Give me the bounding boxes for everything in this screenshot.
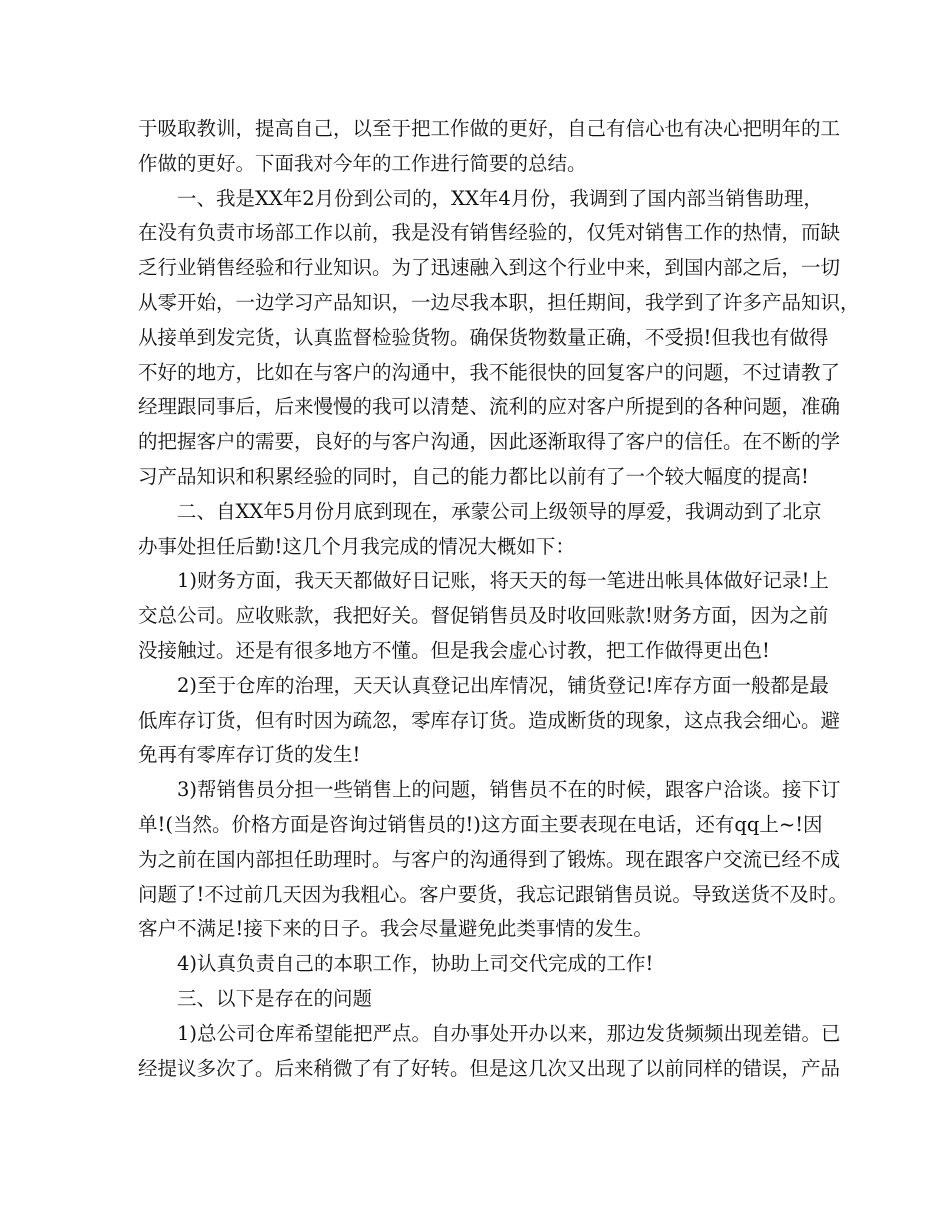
text-line: 问题了!不过前几天因为我粗心。客户要货，我忘记跟销售员说。导致送货不及时。 [138, 882, 848, 906]
text-line: 的把握客户的需要，良好的与客户沟通，因此逐渐取得了客户的信任。在不断的学 [138, 430, 841, 454]
text-line: 单!(当然。价格方面是咨询过销售员的!)这方面主要表现在电话，还有qq上~!因 [138, 812, 823, 836]
text-line: 没接触过。还是有很多地方不懂。但是我会虚心讨教，把工作做得更出色! [138, 638, 770, 662]
text-line: 免再有零库存订货的发生! [138, 743, 361, 767]
text-line: 从零开始，一边学习产品知识，一边尽我本职，担任期间，我学到了许多产品知识， [138, 290, 860, 314]
text-line: 从接单到发完货，认真监督检验货物。确保货物数量正确，不受损!但我也有做得 [138, 325, 829, 349]
text-line: 作做的更好。下面我对今年的工作进行简要的总结。 [138, 151, 587, 175]
text-line: 二、自XX年5月份月底到现在，承蒙公司上级领导的厚爱，我调动到了北京 [177, 499, 822, 523]
text-line: 3)帮销售员分担一些销售上的问题，销售员不在的时候，跟客户洽谈。接下订 [177, 778, 841, 802]
text-line: 2)至于仓库的治理，天天认真登记出库情况，铺货登记!库存方面一般都是最 [177, 673, 829, 697]
text-line: 经理跟同事后，后来慢慢的我可以清楚、流利的应对客户所提到的各种问题，准确 [138, 395, 841, 419]
text-line: 为之前在国内部担任助理时。与客户的沟通得到了锻炼。现在跟客户交流已经不成 [138, 847, 841, 871]
text-line: 低库存订货，但有时因为疏忽，零库存订货。造成断货的现象，这点我会细心。避 [138, 708, 841, 732]
text-line: 于吸取教训，提高自己，以至于把工作做的更好，自己有信心也有决心把明年的工 [138, 117, 841, 140]
text-line: 习产品知识和积累经验的同时，自己的能力都比以前有了一个较大幅度的提高! [138, 464, 809, 488]
text-line: 经提议多次了。后来稍微了有了好转。但是这几次又出现了以前同样的错误，产品 [138, 1056, 841, 1080]
text-line: 1)财务方面，我天天都做好日记账，将天天的每一笔进出帐具体做好记录!上 [177, 569, 829, 593]
text-line: 乏行业销售经验和行业知识。为了迅速融入到这个行业中来，到国内部之后，一切 [138, 256, 841, 280]
text-line: 办事处担任后勤!这几个月我完成的情况大概如下： [138, 534, 575, 558]
text-line: 一、我是XX年2月份到公司的，XX年4月份，我调到了国内部当销售助理， [177, 186, 823, 210]
text-line: 客户不满足!接下来的日子。我会尽量避免此类事情的发生。 [138, 917, 653, 941]
text-line: 不好的地方，比如在与客户的沟通中，我不能很快的回复客户的问题，不过请教了 [138, 360, 841, 384]
text-line: 1)总公司仓库希望能把严点。自办事处开办以来，那边发货频频出现差错。已 [177, 1021, 841, 1045]
text-line: 在没有负责市场部工作以前，我是没有销售经验的，仅凭对销售工作的热情，而缺 [138, 221, 841, 245]
text-line: 4)认真负责自己的本职工作，协助上司交代完成的工作! [177, 952, 654, 976]
document-body [138, 112, 860, 1086]
text-line: 交总公司。应收账款，我把好关。督促销售员及时收回账款!财务方面，因为之前 [138, 604, 829, 628]
text-line: 三、以下是存在的问题 [177, 986, 373, 1010]
